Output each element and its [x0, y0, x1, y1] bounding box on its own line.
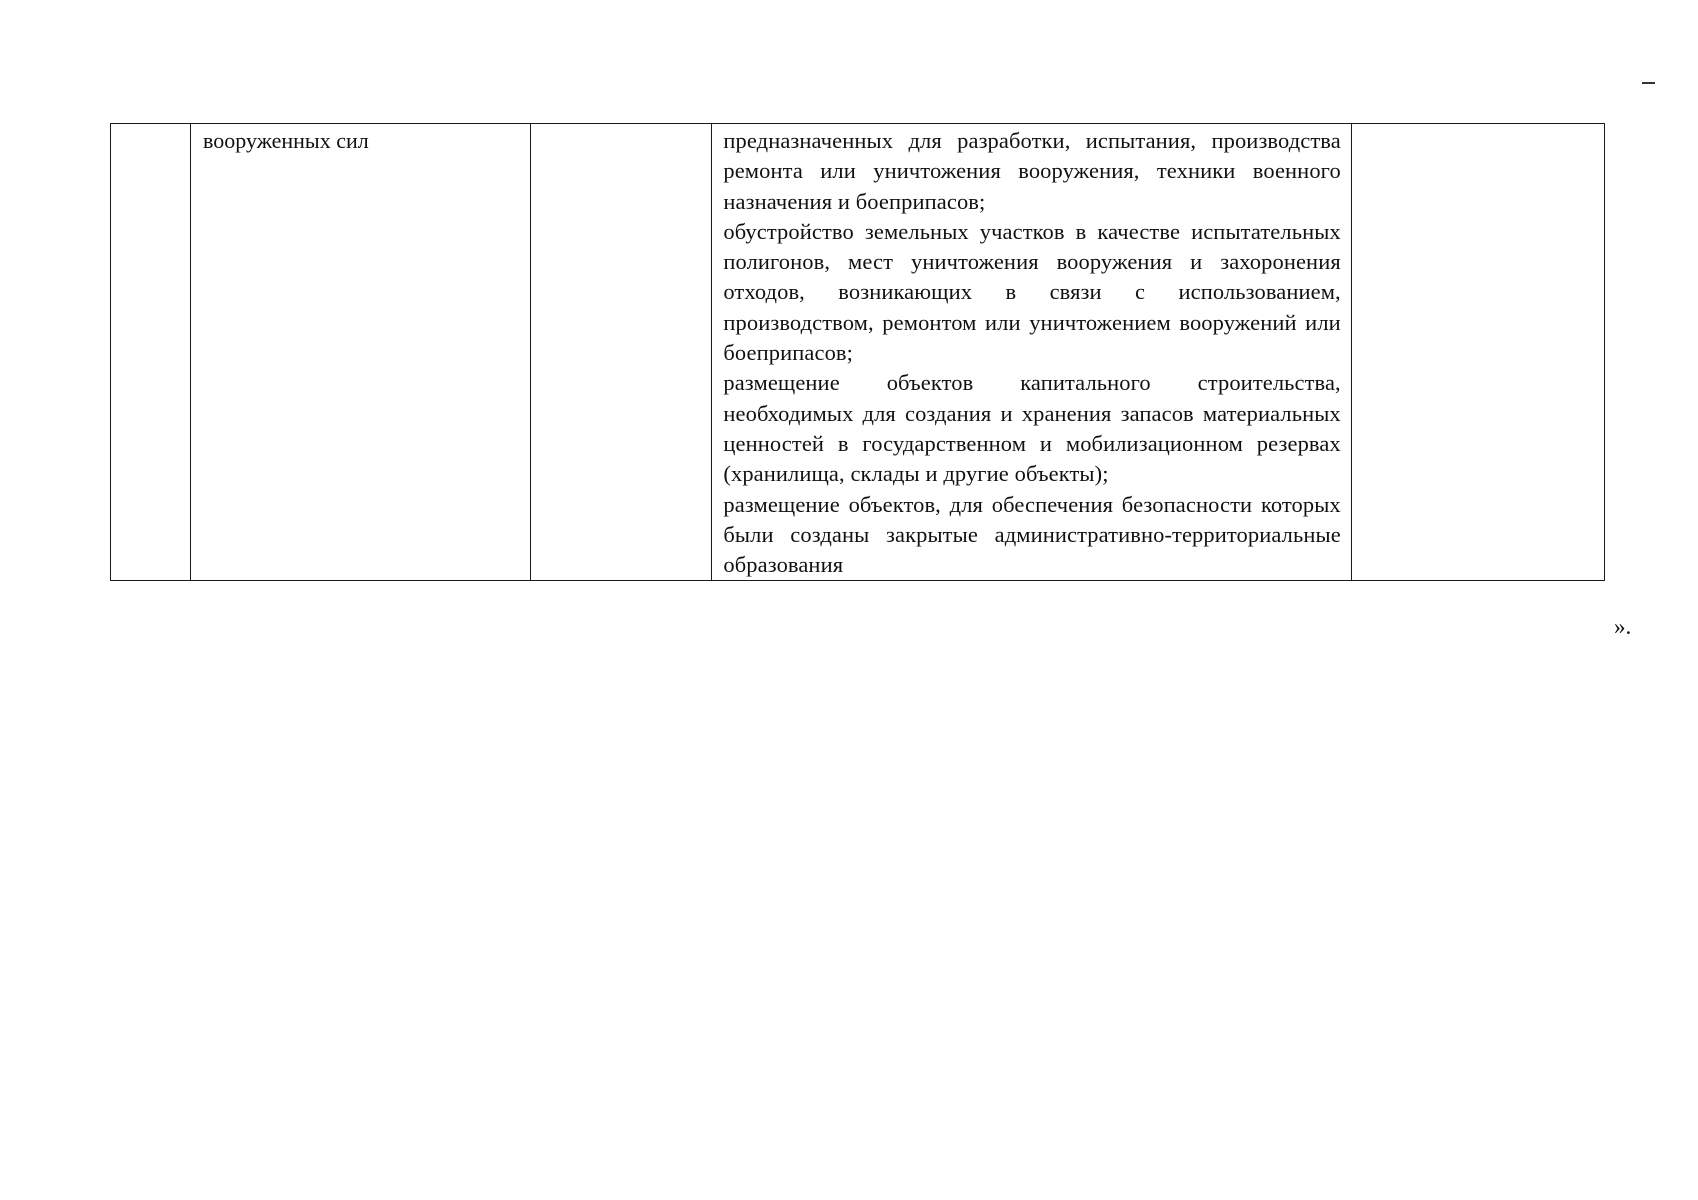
closing-quote: ». [1614, 614, 1632, 639]
table-row [111, 124, 1605, 581]
description-paragraph: обустройство земельных участков в качестве испытательных полигонов, мест уничтожения вооружения и захоронения отходов, возникающих в связи с использованием, производством, ремонтом или уничтожением вооружений или боеприпасов; [723, 218, 1341, 366]
description-paragraph: размещение объектов капитального строительства, необходимых для создания и хранения запасов материальных ценностей в государственном и мобилизационном резервах (хранилища, склады и другие объекты); [723, 370, 1341, 487]
cell-number [111, 124, 191, 581]
cell-description [712, 124, 1351, 581]
cell-code [531, 124, 712, 581]
description-paragraph: размещение объектов, для обеспечения безопасности которых были созданы закрытые административно-территориальные образования [723, 491, 1341, 578]
cell-note [1351, 124, 1604, 581]
cell-activity-name: вооруженных сил [191, 124, 531, 581]
land-use-table [110, 123, 1605, 581]
description-paragraph: предназначенных для разработки, испытания, производства ремонта или уничтожения вооружения, техники военного назначения и боеприпасов; [723, 128, 1341, 214]
scan-artifact-mark [1642, 82, 1655, 84]
